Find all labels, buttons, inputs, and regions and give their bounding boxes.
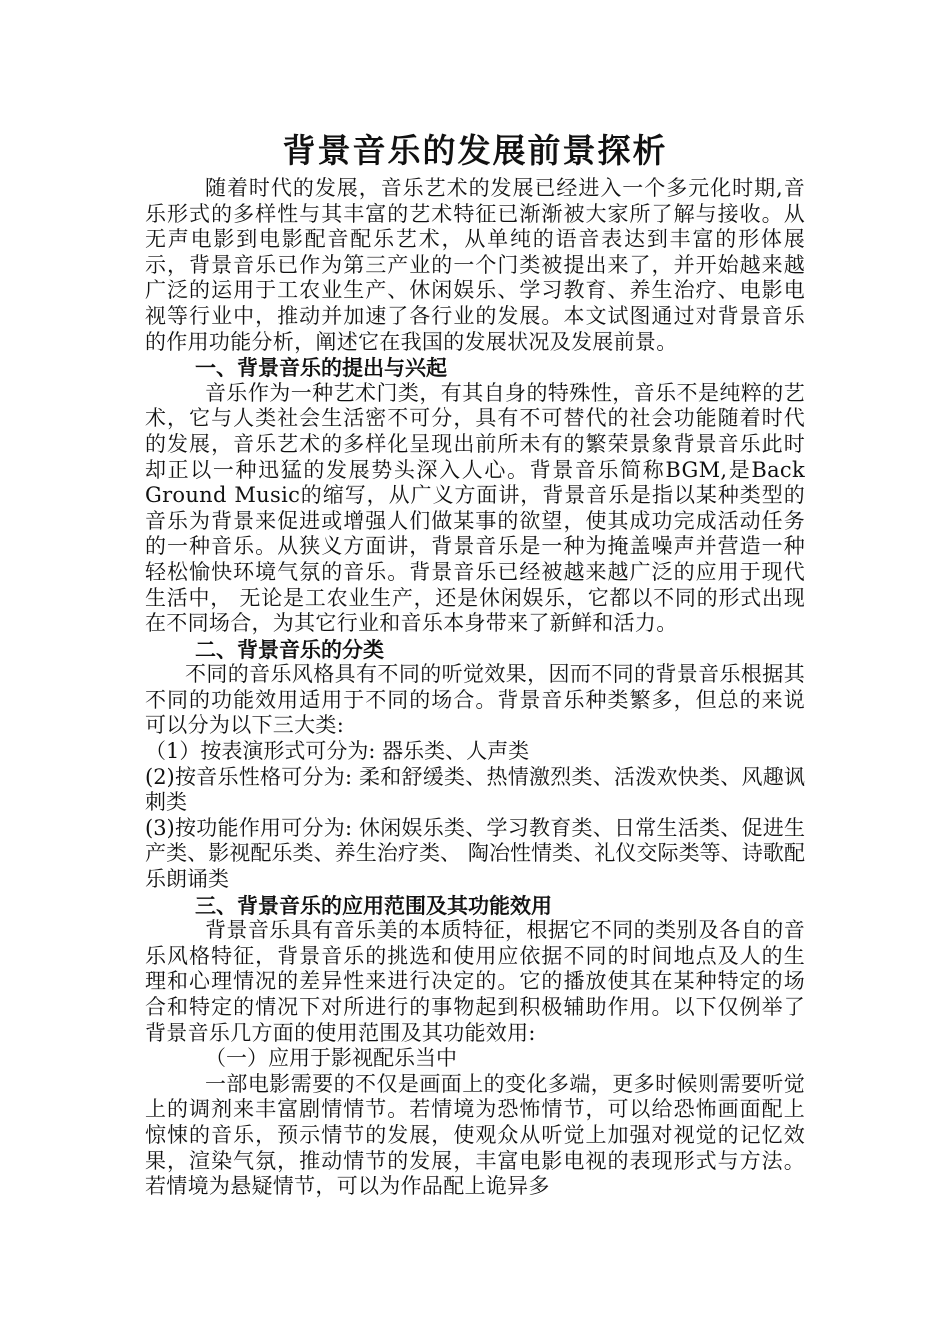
subsection-body-1: 一部电影需要的不仅是画面上的变化多端，更多时候则需要听觉上的调剂来丰富剧情情节。若情境为恐怖情节，可以给恐怖画面配上惊悚的音乐，预示情节的发展，使观众从听觉上加强对视觉的记忆效果，渲染气氛，推动情节的发展，丰富电影电视的表现形式与方法。若情境为悬疑情节，可以为作品配上诡异多 xyxy=(145,1071,805,1199)
section-body-2: 不同的音乐风格具有不同的听觉效果，因而不同的背景音乐根据其不同的功能效用适用于不同的场合。背景音乐种类繁多，但总的来说可以分为以下三大类: xyxy=(145,662,805,738)
section-heading-3: 三、背景音乐的应用范围及其功能效用 xyxy=(195,892,552,918)
list-item: (3)按功能作用可分为: 休闲娱乐类、学习教育类、日常生活类、促进生产类、影视配乐类、养生治疗类、 陶冶性情类、礼仪交际类等、诗歌配乐朗诵类 xyxy=(145,815,805,892)
document-page xyxy=(145,128,805,1200)
section-body-3: 背景音乐具有音乐美的本质特征，根据它不同的类别及各自的音乐风格特征，背景音乐的挑选和使用应依据不同的时间地点及人的生理和心理情况的差异性来进行决定的。它的播放使其在某种特定的场合和特定的情况下对所进行的事物起到积极辅助作用。以下仅例举了背景音乐几方面的使用范围及其功能效用: xyxy=(145,918,805,1045)
document-title: 背景音乐的发展前景探析 xyxy=(282,131,668,170)
intro-paragraph: 随着时代的发展，音乐艺术的发展已经进入一个多元化时期,音乐形式的多样性与其丰富的艺术特征已渐渐被大家所了解与接收。从无声电影到电影配音配乐艺术，从单纯的语音表达到丰富的形体展示，背景音乐已作为第三产业的一个门类被提出来了，并开始越来越广泛的运用于工农业生产、休闲娱乐、学习教育、养生治疗、电影电视等行业中，推动并加速了各行业的发展。本文试图通过对背景音乐的作用功能分析，阐述它在我国的发展状况及发展前景。 xyxy=(145,176,805,354)
list-item: (2)按音乐性格可分为: 柔和舒缓类、热情激烈类、活泼欢快类、风趣讽刺类 xyxy=(145,764,805,815)
subsection-heading-1: （一）应用于影视配乐当中 xyxy=(205,1046,457,1071)
section-heading-2: 二、背景音乐的分类 xyxy=(195,636,384,662)
section-body-1: 音乐作为一种艺术门类，有其自身的特殊性，音乐不是纯粹的艺术，它与人类社会生活密不可分，具有不可替代的社会功能随着时代的发展，音乐艺术的多样化呈现出前所未有的繁荣景象背景音乐此时却正以一种迅猛的发展势头深入人心。背景音乐简称BGM,是Back Ground Music的缩写，从广义方面讲，背景音乐是指以某种类型的音乐为背景来促进或增强人们做某事的欲望，使其成功完成活动任务的一种音乐。从狭义方面讲，背景音乐是一种为掩盖噪声并营造一种轻松愉快环境气氛的音乐。背景音乐已经被越来越广泛的应用于现代生活中， 无论是工农业生产，还是休闲娱乐，它都以不同的形式出现在不同场合，为其它行业和音乐本身带来了新鲜和活力。 xyxy=(145,380,805,636)
section-heading-1: 一、背景音乐的提出与兴起 xyxy=(195,355,447,381)
list-item: （1）按表演形式可分为: 器乐类、人声类 xyxy=(145,739,530,764)
